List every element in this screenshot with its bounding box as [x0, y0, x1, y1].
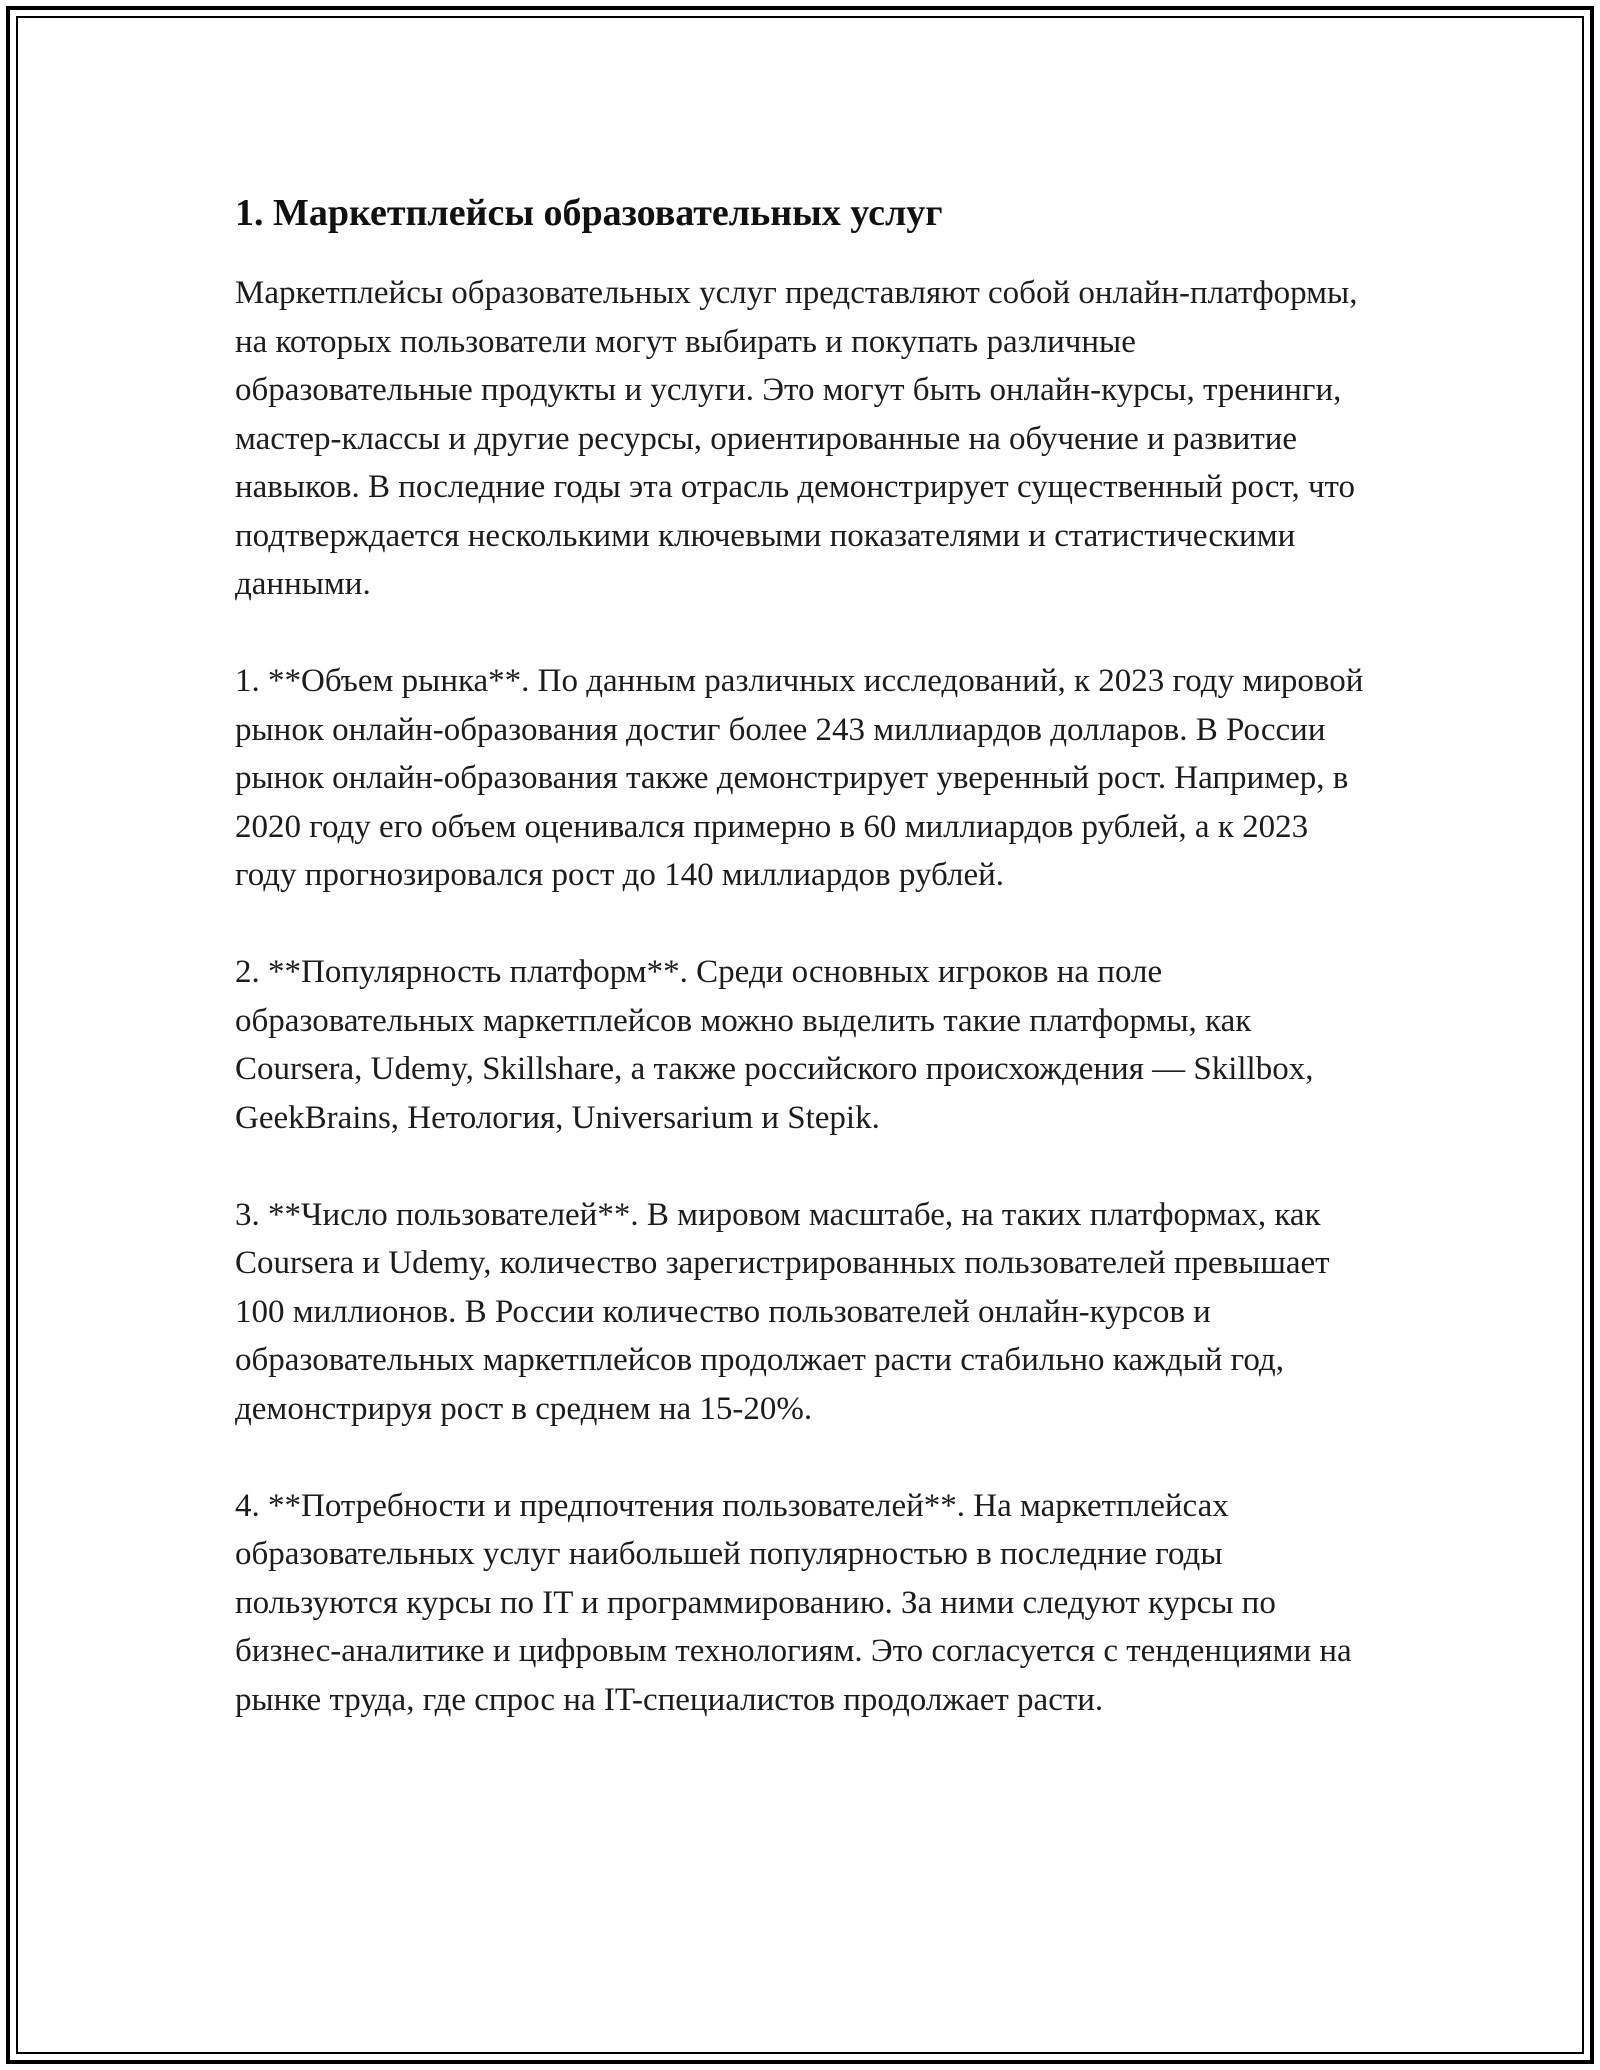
paragraph-platform-popularity: 2. **Популярность платформ**. Среди основных игроков на поле образовательных маркетплейсов можно выделить такие платформы, как Coursera, Udemy, Skillshare, а также российского происхождения — Skillbox, GeekBrains, Нетология, Universarium и Stepik.	[235, 954, 1314, 1136]
paragraph-user-count: 3. **Число пользователей**. В мировом масштабе, на таких платформах, как Coursera и Udemy, количество зарегистрированных пользователей превышает 100 миллионов. В России количество пользователей онлайн-курсов и образовательных маркетплейсов продолжает расти стабильно каждый год, демонстрируя рост в среднем на 15-20%.	[235, 1196, 1330, 1427]
paragraph-user-preferences: 4. **Потребности и предпочтения пользователей**. На маркетплейсах образовательных услуг наибольшей популярностью в последние годы пользуются курсы по IT и программированию. За ними следуют курсы по бизнес-аналитике и цифровым технологиям. Это согласуется с тенденциями на рынке труда, где спрос на IT-специалистов продолжает расти.	[235, 1487, 1352, 1718]
section-heading: 1. Маркетплейсы образовательных услуг	[235, 192, 943, 234]
intro-paragraph: Маркетплейсы образовательных услуг представляют собой онлайн-платформы, на которых пользователи могут выбирать и покупать различные образовательные продукты и услуги. Это могут быть онлайн-курсы, тренинги, мастер-классы и другие ресурсы, ориентированные на обучение и развитие навыков. В последние годы эта отрасль демонстрирует существенный рост, что подтверждается несколькими ключевыми показателями и статистическими данными.	[235, 275, 1358, 602]
document-body	[235, 185, 1375, 1773]
paragraph-market-volume: 1. **Объем рынка**. По данным различных исследований, к 2023 году мировой рынок онлайн-образования достиг более 243 миллиардов долларов. В России рынок онлайн-образования также демонстрирует уверенный рост. Например, в 2020 году его объем оценивался примерно в 60 миллиардов рублей, а к 2023 году прогнозировался рост до 140 миллиардов рублей.	[235, 663, 1364, 893]
